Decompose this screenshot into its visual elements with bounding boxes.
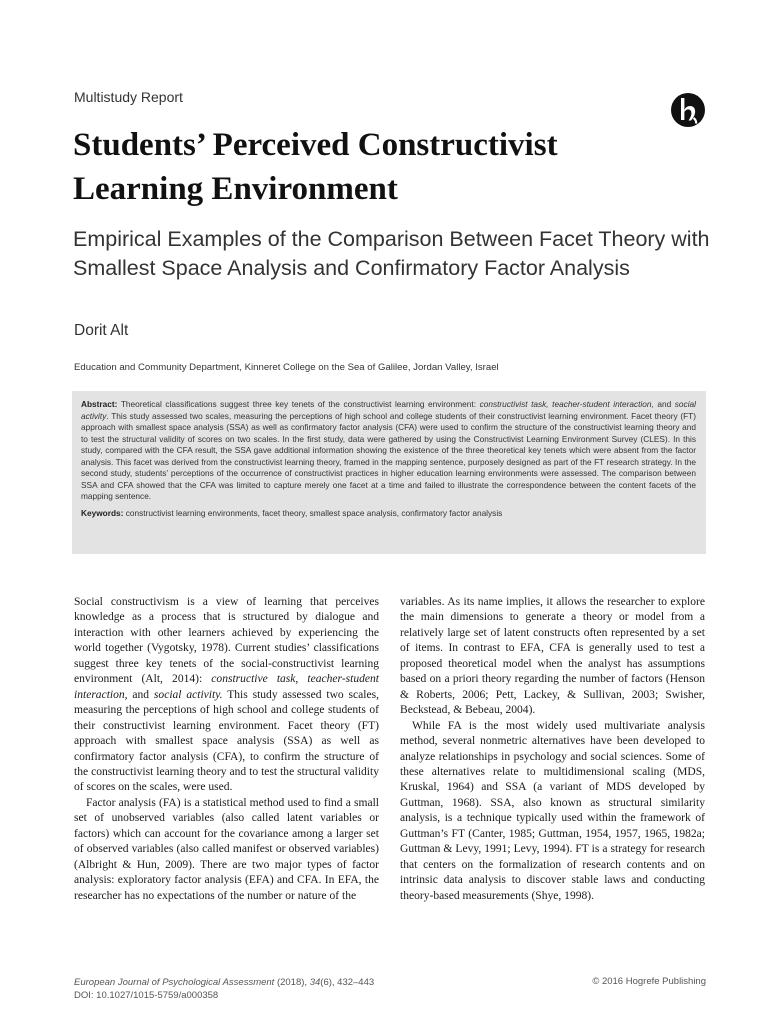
journal-reference — [74, 976, 374, 989]
author-name: Dorit Alt — [74, 322, 129, 339]
keywords — [81, 508, 696, 520]
journal-year: (2018), — [274, 977, 310, 988]
abstract-label: Abstract: — [81, 399, 118, 409]
body-text: Social constructivism is a view of learning that perceives knowledge as a process that is structured by dialogue and interaction with other learners achieved by experiencing the world together (Vygotsky, 1978). Current studies’ classifications suggest three key tenets of the social-constructivist learning environment (Alt, 2014): — [74, 596, 379, 686]
body-paragraph: variables. As its name implies, it allows the researcher to explore the main dimensions to generate a theory or model from a relatively large set of latent constructs often represented by a set of items. In contrast to EFA, CFA is generally used to test a proposed theoretical model when the analyst has assumptions based on a priori theory regarding the number of factors (Henson & Roberts, 2006; Pett, Lackey, & Sullivan, 2003; Swisher, Beckstead, & Bebeau, 2004). — [400, 596, 705, 717]
abstract-segment: . This study assessed two scales, measuring the perceptions of high school and college students of their constructivist learning environment. Facet theory (FT) approach with smallest space analysis (SSA) as well as confirmatory factor analysis (CFA) were used to confirm the structure of the constructivist learning theory and to test the structural validity of scores on two scales. In the first study, data were gathered by using the Constructivist Learning Environment Survey (CLES). In this study, compared with the CFA result, the SSA gave additional information showing the existence of the three theoretical key tenets which were absent from the factor analysis. This facet was derived from the constructivist learning theory, framed in the mapping sentence, purposely designed as part of the FT research strategy. In the second study, students’ perceptions of the occurrence of constructivist practices in higher education learning environments were assessed. The comparison between SSA and CFA showed that the CFA was limited to capture merely one facet at a time and failed to illustrate the correspondence between the content facets of the mapping sentence. — [81, 410, 696, 502]
journal-volume: 34 — [309, 977, 321, 988]
copyright: © 2016 Hogrefe Publishing — [592, 976, 706, 987]
journal-name: European Journal of Psychological Assessment — [74, 977, 275, 988]
abstract-box — [72, 391, 706, 554]
report-type: Multistudy Report — [74, 89, 183, 105]
abstract-segment: and — [653, 399, 675, 409]
journal-pages: (6), 432–443 — [320, 977, 375, 988]
author-affiliation: Education and Community Department, Kinneret College on the Sea of Galilee, Jordan Valley, Israel — [74, 362, 499, 373]
paper-subtitle: Empirical Examples of the Comparison Between Facet Theory with Smallest Space Analysis and Confirmatory Factor Analysis — [73, 227, 710, 280]
body-column-right — [400, 595, 705, 904]
body-italic: social activity. — [153, 688, 223, 701]
doi: DOI: 10.1027/1015-5759/a000358 — [74, 990, 219, 1001]
journal-citation — [74, 976, 374, 1002]
body-column-left — [74, 595, 379, 904]
abstract-italic: social activity — [81, 399, 696, 421]
abstract-text — [81, 399, 696, 503]
body-paragraph: While FA is the most widely used multivariate analysis method, several nonmetric alternatives have been developed to analyze relationships in psychology and social sciences. Some of these alternatives relate to multidimensional scaling (MDS, Kruskal, 1964) and SSA (a variant of MDS developed by Guttman, 1968). SSA, also known as structural similarity analysis, is a technique typically used within the framework of Guttman’s FT (Canter, 1985; Guttman, 1954, 1957, 1965, 1982a; Guttman & Levy, 1991; Levy, 1994). FT is a strategy for research that centers on the formalization of research contents and on intrinsic data analysis to discover stable laws and conducting theory-based measurements (Shye, 1998). — [400, 719, 705, 902]
abstract-italic: constructivist task, teacher-student interaction, — [479, 399, 654, 409]
keywords-list: constructivist learning environments, facet theory, smallest space analysis, confirmatory factor analysis — [123, 507, 503, 518]
keywords-label: Keywords: — [81, 507, 124, 518]
paper-title: Students’ Perceived Constructivist Learning Environment — [73, 127, 558, 207]
body-italic: constructive task, teacher-student interaction, — [74, 673, 380, 701]
abstract-segment: Theoretical classifications suggest three key tenets of the constructivist learning environment: — [117, 399, 480, 409]
body-text: This study assessed two scales, measuring the perceptions of high school and college students of their constructivist learning environment. Facet theory (FT) approach with smallest space analysis (SSA) as well as confirmatory factor analysis (CFA), to confirm the structure of the constructivist learning theory and to test the structural validity of scores on the scales, were used. — [74, 688, 380, 794]
body-paragraph: Factor analysis (FA) is a statistical method used to find a small set of unobserved variables (also called latent variables or factors) which can account for the covariance among a larger set of observed variables (also called manifest or observed variables) (Albright & Hun, 2009). There are two major types of factor analysis: exploratory factor analysis (EFA) and CFA. In EFA, the researcher has no expectations of the number or nature of the — [74, 796, 379, 902]
body-paragraph — [74, 595, 379, 796]
body-text: and — [127, 688, 154, 701]
